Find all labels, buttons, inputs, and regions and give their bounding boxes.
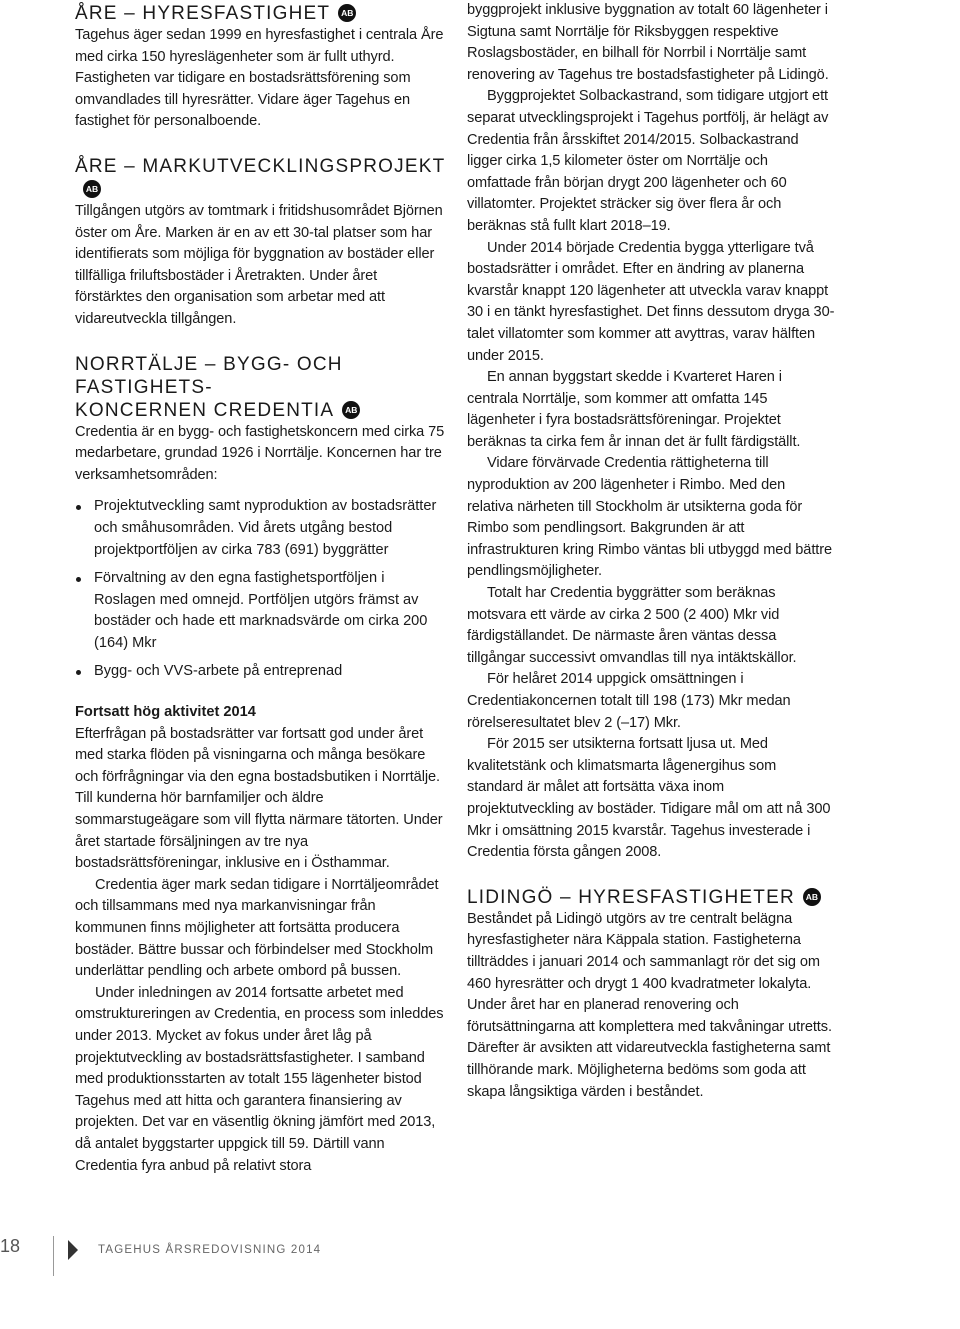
paragraph: För 2015 ser utsikterna fortsatt ljusa ut. Med kvalitetstänk och klimatsmarta lågenergihus som standard är målet att fortsätta växa inom projektutveckling av bostäder. Tidigare mål om att nå 300 Mkr i omsättning 2015 kvarstår. Tagehus investerade i Credentia första gången 2008. (467, 736, 831, 861)
bullet-list (75, 496, 446, 683)
section-heading-are-markutveckling (75, 155, 446, 201)
paragraph: byggprojekt inklusive byggnation av totalt 60 lägenheter i Sigtuna samt Norrtälje för Riksbyggen respektive Roslagsbostäder, en bilhall för Norrbil i Norrtälje samt renovering av Tagehus tre bostadsfastigheter på Lidingö. (467, 2, 829, 83)
section-heading-text-line1: NORRTÄLJE – BYGG- OCH FASTIGHETS- (75, 353, 343, 398)
section-heading-norrtalje-credentia (75, 353, 446, 422)
right-column (467, 0, 835, 1103)
paragraph: Byggprojektet Solbackastrand, som tidigare utgjort ett separat utvecklingsprojekt i Tagehus portfölj, är helägt av Credentia från årsskiftet 2014/2015. Solbackastrand ligger cirka 1,5 kilometer öster om Norrtälje och omfattade från början drygt 200 lägenheter och 60 villatomter. Projektet sträcker sig över flera år och beräknas stå fullt klart 2018–19. (467, 88, 829, 234)
list-item: Projektutveckling samt nyproduktion av bostadsrätter och småhusområden. Vid årets utgång bestod projektportföljen av cirka 783 (691) byggrätter (75, 496, 446, 561)
page-number: 18 (0, 1236, 21, 1256)
left-column (75, 0, 446, 1177)
subheading: Fortsatt hög aktivitet 2014 (75, 704, 256, 721)
ab-badge-icon: AB (83, 180, 101, 198)
paragraph: Credentia är en bygg- och fastighetskoncern med cirka 75 medarbetare, grundad 1926 i Norrtälje. Koncernen har tre verksamhetsområden: (75, 423, 445, 483)
page-footer (0, 1236, 960, 1276)
paragraph: Tillgången utgörs av tomtmark i fritidshusområdet Björnen öster om Åre. Marken är en av ett 30-tal platser som har identifierats som möjliga för byggnation av bostäder eller tillfälliga friluftsbostäder i Åretrakten. Under året förstärktes den organisation som arbetar med att vidareutveckla tillgången. (75, 202, 443, 327)
section-heading-lidingo (467, 886, 835, 909)
paragraph: För helåret 2014 uppgick omsättningen i Credentiakoncernen totalt till 198 (173) Mkr medan rörelseresultatet blev 2 (–17) Mkr. (467, 671, 791, 731)
paragraph: Efterfrågan på bostadsrätter var fortsatt god under året med starka flöden på visningarna och många besökare och förfrågningar via den egna bostadsbutiken i Norrtälje. Till kunderna hör barnfamiljer och äldre sommarstugeägare som vill flytta närmare tätorten. Under året startade försäljningen av tre nya bostadsrättsföreningar, inklusive en i Östhammar. (75, 725, 443, 872)
paragraph: Under 2014 började Credentia bygga ytterligare två bostadsrätter i området. Efter en ändring av planerna kvarstår knappt 120 lägenheter att utveckla varav knappt 30 i en tänkt hyresfastighet. Det finns dessutom dryga 30-talet villatomter som kommer att avyttras, varav hälften under 2015. (467, 239, 835, 364)
section-heading-text: ÅRE – MARKUTVECKLINGSPROJEKT (75, 155, 446, 177)
list-item: Bygg- och VVS-arbete på entreprenad (75, 661, 446, 683)
section-heading-are-hyresfastighet (75, 2, 446, 25)
footer-title: TAGEHUS ÅRSREDOVISNING 2014 (98, 1244, 322, 1256)
chevron-right-icon (68, 1240, 78, 1260)
footer-divider (53, 1236, 54, 1276)
paragraph: Under inledningen av 2014 fortsatte arbetet med omstruktureringen av Credentia, en process som inleddes under 2013. Mycket av fokus under året låg på projektutveckling av bostadsrättsfastigheter. I samband med produktionsstarten av totalt 155 lägenheter bistod Tagehus med att hitta och garantera finansiering av projekten. Det var en väsentlig ökning jämfört med 2013, då antalet byggstarter uppgick till 59. Därtill vann Credentia fyra anbud på relativt stora (75, 984, 444, 1174)
ab-badge-icon: AB (803, 888, 821, 906)
section-heading-text: ÅRE – HYRESFASTIGHET (75, 3, 331, 24)
paragraph: Tagehus äger sedan 1999 en hyresfastighet i centrala Åre med cirka 150 hyreslägenheter som är fullt uthyrd. Fastigheten var tidigare en bostadsrättsförening som omvandlades till hyresrätter. Vidare äger Tagehus en fastighet för personalboende. (75, 27, 444, 130)
section-heading-text-line2: KONCERNEN CREDENTIA (75, 399, 335, 421)
paragraph: En annan byggstart skedde i Kvarteret Haren i centrala Norrtälje, som kommer att omfatta 145 lägenheter i fyra bostadsrättsföreningar. Projektet beräknas ta cirka fem år innan det är fullt färdigställt. (467, 369, 801, 450)
ab-badge-icon: AB (338, 4, 356, 22)
paragraph: Credentia äger mark sedan tidigare i Norrtäljeområdet och tillsammans med nya markanvisningar från kommunen finns möjligheter att fortsätta producera bostäder. Bättre bussar och förbindelser med Stockholm underlättar pendling och arbete ombord på bussen. (75, 876, 439, 980)
section-heading-text: LIDINGÖ – HYRESFASTIGHETER (467, 886, 795, 908)
paragraph: Totalt har Credentia byggrätter som beräknas motsvara ett värde av cirka 2 500 (2 400) Mkr vid färdigställandet. De närmaste åren väntas dessa tillgångar successivt omvandlas till nya intäktskällor. (467, 585, 797, 666)
paragraph: Beståndet på Lidingö utgörs av tre centralt belägna hyresfastigheter nära Käppala station. Fastigheterna tillträddes i januari 2014 och sammanlagt rör det sig om 460 hyresrätter och drygt 1 400 kvadratmeter lokalyta. Under året har en planerad renovering och förutsättningarna att komplettera med takvåningar utretts. Därefter är avsikten att vidareutveckla fastigheterna samt tillhörande mark. Möjligheterna bedöms som goda att skapa långsiktiga värden i beståndet. (467, 910, 832, 1100)
list-item: Förvaltning av den egna fastighetsportföljen i Roslagen med omnejd. Portföljen utgörs främst av bostäder och hade ett marknadsvärde om cirka 200 (164) Mkr (75, 568, 446, 654)
ab-badge-icon: AB (342, 401, 360, 419)
paragraph: Vidare förvärvade Credentia rättigheterna till nyproduktion av 200 lägenheter i Rimbo. Med den relativa närheten till Stockholm är utsikterna goda för Rimbo som pendlingsort. Bakgrunden är att infrastrukturen kring Rimbo väntas bli utbyggd med bättre pendlingsmöjligheter. (467, 455, 833, 580)
